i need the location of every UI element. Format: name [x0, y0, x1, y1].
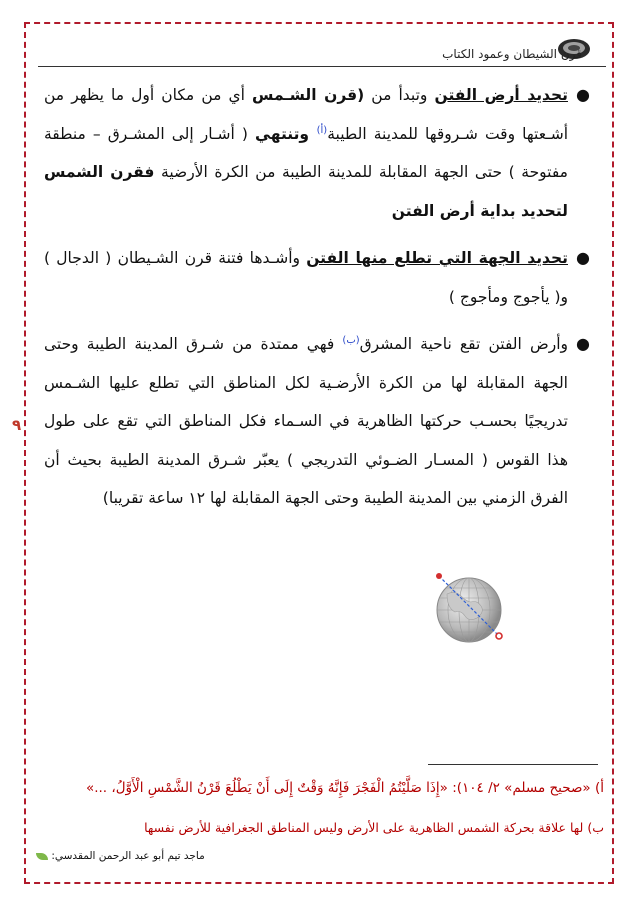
- text-run: ( أشـار إلى المشـرق – منطقة مفتوحة ) حتى الجهة المقابلة للمدينة الطيبة من الكرة الأرضية: [44, 124, 568, 181]
- bullet-icon: ●: [576, 85, 590, 104]
- bullet-icon: ●: [576, 334, 590, 353]
- footnote-ref-a[interactable]: (أ): [316, 124, 328, 136]
- footnote-ref-b[interactable]: (ب): [342, 334, 360, 346]
- footnote-b: ب) لها علاقة بحركة الشمس الظاهرية على الأرض وليس المناطق الجغرافية للأرض نفسها: [144, 820, 604, 835]
- text-run: وتبدأ من: [364, 86, 435, 104]
- header-divider: [38, 66, 606, 67]
- header-title: قرن الشيطان وعمود الكتاب: [442, 47, 582, 61]
- bullet-item: [44, 325, 592, 518]
- text-run: وأرض الفتن تقع ناحية المشرق: [359, 335, 568, 353]
- text-run: وأشـدها فتنة قرن الشـيطان ( الدجال ) و( يأجوج ومأجوج ): [44, 249, 568, 306]
- bold-underlined-phrase: تحديد الجهة التي تطلع منها الفتن: [306, 249, 568, 267]
- bold-underlined-phrase: تحديد أرض الفتن: [434, 86, 568, 104]
- bold-phrase: (قرن الشـمس: [252, 86, 365, 104]
- author-name: ماجد تيم أبو عبد الرحمن المقدسي:: [51, 850, 205, 862]
- main-text: [44, 76, 592, 527]
- page-number: ٩: [12, 416, 22, 434]
- bold-phrase: فقرن الشمس لتحديد بداية أرض الفتن: [44, 163, 568, 220]
- footnote-a: أ) «صحيح مسلم» ٢/ ١٠٤): «إِذَا صَلَّيْتُمُ الْفَجْرَ فَإِنَّهُ وَقْتٌ إِلَى أَنْ يَطْلُعَ قَرْنُ الشَّمْسِ الْأَوَّلُ، ...»: [85, 780, 604, 796]
- bold-phrase: وتنتهي: [255, 124, 317, 143]
- text-run: أي من مكان أول ما يظهر من أشـعتها وقت شـروقها للمدينة الطيبة: [44, 86, 569, 143]
- globe-icon: [433, 572, 505, 644]
- leaf-icon: [36, 853, 48, 860]
- bullet-icon: ●: [576, 248, 590, 267]
- bullet-item: [44, 76, 592, 230]
- text-run: فهي ممتدة من شـرق المدينة الطيبة وحتى الجهة المقابلة لها من الكرة الأرضـية لكل المناطق التي تطلع عليها الشـمس تدريجيًا بحسـب حركتها الظاهرية في السـماء فكل المناطق التي تقع على طول هذا القوس ( المسـار الضـوئي التدريجي ) يعبّر شـرق المدينة الطيبة بحيث أن الفرق الزمني بين المدينة الطيبة وحتى الجهة المقابلة لها ١٢ ساعة تقريبا): [44, 335, 568, 507]
- footnote-divider: [428, 764, 598, 765]
- author-credit: [34, 850, 205, 862]
- bullet-item: [44, 239, 592, 316]
